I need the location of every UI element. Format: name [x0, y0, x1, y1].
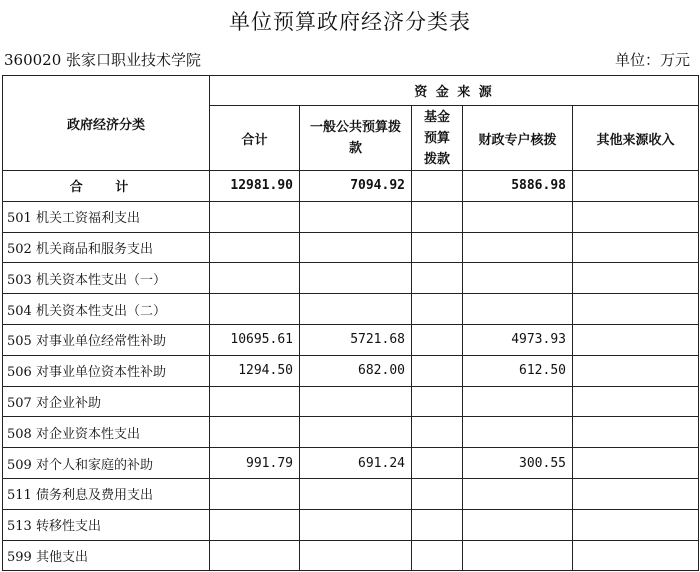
- cell-total: [210, 201, 300, 232]
- total-row-other-income: [573, 171, 699, 202]
- cell-fund-budget: [412, 540, 463, 571]
- header-category: 政府经济分类: [3, 76, 210, 171]
- cell-total: [210, 386, 300, 417]
- header-fund-budget: 基金预算拨款: [412, 106, 463, 171]
- cell-other-income: [573, 232, 699, 263]
- cell-general-budget: [300, 294, 412, 325]
- table-row: [3, 448, 699, 479]
- cell-total: 10695.61: [210, 324, 300, 355]
- cell-total: [210, 294, 300, 325]
- cell-special-finance: [463, 201, 573, 232]
- cell-total: 991.79: [210, 448, 300, 479]
- cell-category: 513 转移性支出: [3, 509, 210, 540]
- cell-category: 506 对事业单位资本性补助: [3, 355, 210, 386]
- cell-other-income: [573, 324, 699, 355]
- cell-total: [210, 509, 300, 540]
- cell-category: 507 对企业补助: [3, 386, 210, 417]
- header-fund-source: 资 金 来 源: [210, 76, 699, 106]
- cell-other-income: [573, 540, 699, 571]
- table-row: [3, 263, 699, 294]
- total-row-special-finance: 5886.98: [463, 171, 573, 202]
- cell-fund-budget: [412, 201, 463, 232]
- cell-special-finance: 4973.93: [463, 324, 573, 355]
- cell-category: 501 机关工资福利支出: [3, 201, 210, 232]
- cell-special-finance: [463, 509, 573, 540]
- table-row: [3, 294, 699, 325]
- table-row: [3, 201, 699, 232]
- cell-special-finance: [463, 294, 573, 325]
- page-title: 单位预算政府经济分类表: [229, 10, 471, 34]
- cell-special-finance: [463, 386, 573, 417]
- cell-fund-budget: [412, 263, 463, 294]
- cell-total: [210, 232, 300, 263]
- cell-general-budget: 682.00: [300, 355, 412, 386]
- cell-general-budget: 691.24: [300, 448, 412, 479]
- cell-fund-budget: [412, 417, 463, 448]
- total-row-general-budget: 7094.92: [300, 171, 412, 202]
- cell-other-income: [573, 386, 699, 417]
- cell-fund-budget: [412, 294, 463, 325]
- header-other-income: 其他来源收入: [573, 106, 699, 171]
- cell-other-income: [573, 478, 699, 509]
- cell-general-budget: [300, 232, 412, 263]
- table-row: [3, 478, 699, 509]
- cell-general-budget: [300, 540, 412, 571]
- table-row: [3, 417, 699, 448]
- total-row: [3, 171, 699, 202]
- cell-category: 509 对个人和家庭的补助: [3, 448, 210, 479]
- cell-other-income: [573, 448, 699, 479]
- table-row: [3, 232, 699, 263]
- cell-general-budget: [300, 263, 412, 294]
- cell-total: [210, 540, 300, 571]
- total-row-fund-budget: [412, 171, 463, 202]
- cell-special-finance: [463, 478, 573, 509]
- cell-fund-budget: [412, 355, 463, 386]
- cell-special-finance: [463, 263, 573, 294]
- table-row: [3, 355, 699, 386]
- cell-other-income: [573, 509, 699, 540]
- table-row: [3, 324, 699, 355]
- header-special-finance: 财政专户核拨: [463, 106, 573, 171]
- unit-name: 360020 张家口职业技术学院: [4, 51, 202, 69]
- cell-fund-budget: [412, 509, 463, 540]
- cell-special-finance: [463, 417, 573, 448]
- budget-table: [2, 75, 699, 571]
- cell-category: 504 机关资本性支出（二）: [3, 294, 210, 325]
- cell-category: 511 债务利息及费用支出: [3, 478, 210, 509]
- cell-total: [210, 478, 300, 509]
- cell-fund-budget: [412, 386, 463, 417]
- cell-special-finance: 612.50: [463, 355, 573, 386]
- cell-general-budget: [300, 417, 412, 448]
- total-row-label: 合 计: [3, 171, 210, 202]
- total-row-total: 12981.90: [210, 171, 300, 202]
- cell-fund-budget: [412, 478, 463, 509]
- table-row: [3, 540, 699, 571]
- cell-general-budget: [300, 201, 412, 232]
- header-total: 合计: [210, 106, 300, 171]
- cell-general-budget: [300, 386, 412, 417]
- cell-category: 508 对企业资本性支出: [3, 417, 210, 448]
- cell-special-finance: [463, 540, 573, 571]
- cell-general-budget: [300, 478, 412, 509]
- unit-label: 单位：万元: [614, 51, 690, 69]
- table-row: [3, 509, 699, 540]
- cell-special-finance: [463, 232, 573, 263]
- cell-category: 599 其他支出: [3, 540, 210, 571]
- cell-fund-budget: [412, 232, 463, 263]
- cell-other-income: [573, 263, 699, 294]
- cell-category: 502 机关商品和服务支出: [3, 232, 210, 263]
- cell-other-income: [573, 355, 699, 386]
- cell-other-income: [573, 201, 699, 232]
- cell-category: 505 对事业单位经常性补助: [3, 324, 210, 355]
- cell-general-budget: [300, 509, 412, 540]
- cell-fund-budget: [412, 448, 463, 479]
- cell-total: [210, 263, 300, 294]
- cell-total: [210, 417, 300, 448]
- header-general-budget: 一般公共预算拨款: [300, 106, 412, 171]
- cell-other-income: [573, 417, 699, 448]
- cell-general-budget: 5721.68: [300, 324, 412, 355]
- cell-category: 503 机关资本性支出（一）: [3, 263, 210, 294]
- cell-other-income: [573, 294, 699, 325]
- cell-fund-budget: [412, 324, 463, 355]
- cell-total: 1294.50: [210, 355, 300, 386]
- table-row: [3, 386, 699, 417]
- cell-special-finance: 300.55: [463, 448, 573, 479]
